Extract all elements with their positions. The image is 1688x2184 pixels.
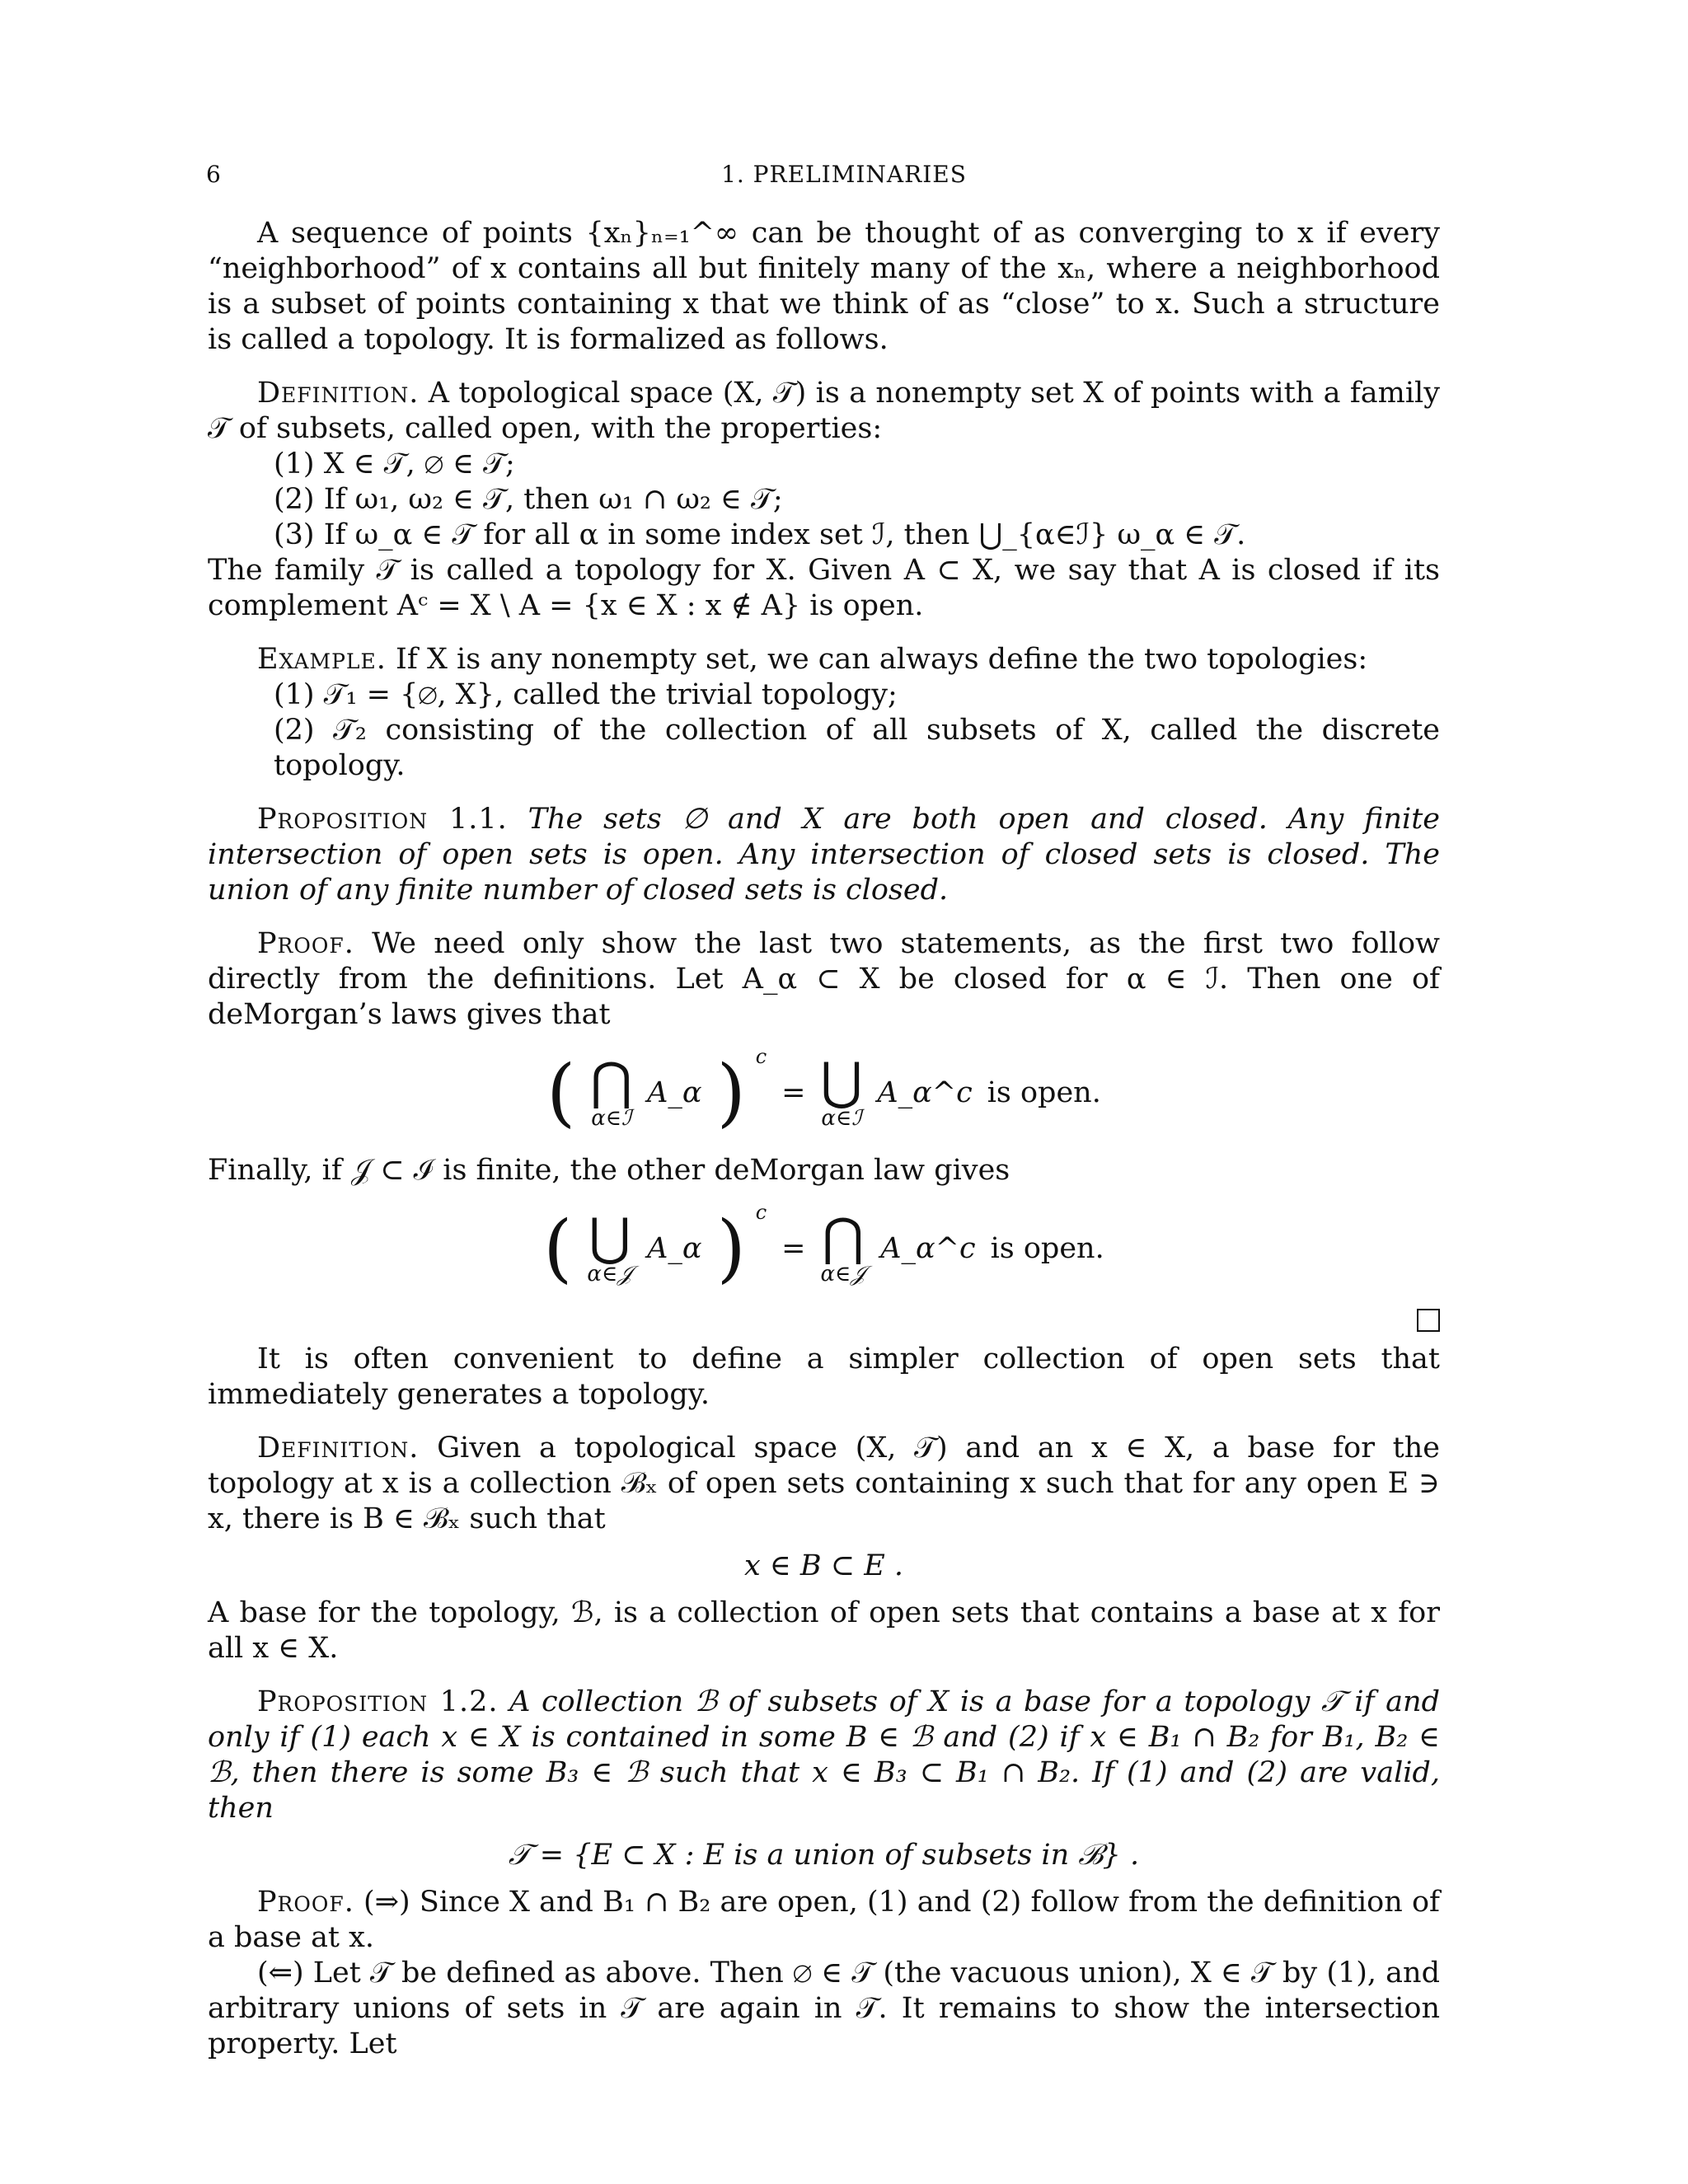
proof-2-paragraph (208, 1885, 1440, 1956)
closed-set-definition: The family 𝒯 is called a topology for X. Given A ⊂ X, we say that A is closed if its complement Aᶜ = X \ A = {x ∈ X : x ∉ A} is open. (208, 554, 1440, 622)
proof-text: (⇒) Since X and B₁ ∩ B₂ are open, (1) and (2) follow from the definition of a base at x. (208, 1886, 1440, 1954)
qed-square-icon (1417, 1309, 1440, 1332)
base-display-formula: x ∈ B ⊂ E . (744, 1549, 903, 1582)
left-paren: ( (546, 1049, 576, 1136)
list-item: (2) 𝒯₂ consisting of the collection of all subsets of X, called the discrete topology. (274, 714, 1440, 782)
definition-text: Given a topological space (X, 𝒯) and an x ∈ X, a base for the topology at x is a collection ℬₓ of open sets containing x such that for any open E ∋ x, there is B ∈ ℬₓ such that (208, 1432, 1440, 1535)
running-head (0, 161, 1688, 194)
intersection-operator (590, 1051, 633, 1131)
proof-text: We need only show the last two statements, as the first two follow directly from the definitions. Let A_α ⊂ X be closed for α ∈ ℐ. Then one of deMorgan’s laws gives that (208, 927, 1440, 1031)
big-operator: ⋂ (822, 1207, 865, 1267)
proposition-label: Proposition 1.1. (257, 803, 508, 836)
proof-label: Proof. (257, 1886, 354, 1919)
equals-sign: = (781, 1231, 806, 1265)
proof-2-continuation: (⇐) Let 𝒯 be defined as above. Then ∅ ∈ 𝒯 (the vacuous union), X ∈ 𝒯 by (1), and arbitrary unions of sets in 𝒯 are again in 𝒯. It remains to show the intersection property. Let (208, 1957, 1440, 2060)
complement-superscript: c (755, 1044, 767, 1068)
chapter-title: 1. PRELIMINARIES (721, 161, 967, 188)
proof-1-paragraph (208, 926, 1440, 1033)
proposition-text: The sets ∅ and X are both open and closed. Any finite intersection of open sets is open. Any intersection of closed sets is closed. The union of any finite number of closed sets is closed. (208, 803, 1440, 907)
formula-term: A_α^c (880, 1231, 976, 1265)
definition-base (208, 1431, 1440, 1537)
proposition-1-2 (208, 1685, 1440, 1826)
operator-index: α∈𝒥 (587, 1262, 633, 1286)
big-operator: ⋃ (588, 1207, 631, 1267)
right-paren: ) (716, 1049, 746, 1136)
formula-tail: is open. (987, 1076, 1101, 1109)
definition-text: A topological space (X, 𝒯) is a nonempty set X of points with a family 𝒯 of subsets, called open, with the properties: (208, 377, 1440, 445)
formula-term: A_α (647, 1076, 702, 1109)
proof-label: Proof. (257, 927, 354, 960)
union-operator (587, 1207, 633, 1286)
intro-paragraph: A sequence of points {xₙ}ₙ₌₁^∞ can be thought of as converging to x if every “neighborhood” of x contains all but finitely many of the xₙ, where a neighborhood is a subset of points containing x that we think of as “close” to x. Such a structure is called a topology. It is formalized as follows. (208, 217, 1440, 356)
big-operator: ⋃ (820, 1051, 863, 1111)
page-body (208, 216, 1440, 2080)
list-item: (3) If ω_α ∈ 𝒯 for all α in some index set ℐ, then ⋃_{α∈ℐ} ω_α ∈ 𝒯. (274, 518, 1246, 551)
right-paren: ) (716, 1205, 746, 1291)
topology-axioms-list (208, 447, 1440, 553)
operator-index: α∈ℐ (821, 1106, 862, 1131)
complement-superscript: c (755, 1200, 767, 1224)
operator-index: α∈𝒥 (820, 1262, 866, 1286)
example-paragraph (208, 642, 1440, 677)
formula-term: A_α (647, 1231, 702, 1265)
simpler-collection-paragraph: It is often convenient to define a simpler collection of open sets that immediately generates a topology. (208, 1343, 1440, 1411)
definition-label: Definition. (257, 1432, 420, 1465)
list-item: (1) X ∈ 𝒯, ∅ ∈ 𝒯; (274, 448, 515, 480)
example-label: Example. (257, 643, 387, 676)
equals-sign: = (781, 1076, 806, 1109)
union-operator (820, 1051, 863, 1131)
left-paren: ( (543, 1205, 573, 1291)
definition-label: Definition. (257, 377, 420, 410)
demorgan-formula-2 (208, 1195, 1440, 1302)
formula-tail: is open. (990, 1231, 1104, 1265)
demorgan-formula-1 (208, 1039, 1440, 1146)
qed-row (208, 1309, 1440, 1342)
proposition-1-1 (208, 802, 1440, 908)
operator-index: α∈ℐ (591, 1106, 632, 1131)
example-text: If X is any nonempty set, we can always define the two topologies: (396, 643, 1368, 676)
list-item: (1) 𝒯₁ = {∅, X}, called the trivial topology; (274, 678, 898, 711)
proposition-text: A collection ℬ of subsets of X is a base for a topology 𝒯 if and only if (1) each x ∈ X is contained in some B ∈ ℬ and (2) if x ∈ B₁ ∩ B₂ for B₁, B₂ ∈ ℬ, then there is some B₃ ∈ ℬ such that x ∈ B₃ ⊂ B₁ ∩ B₂. If (1) and (2) are valid, then (208, 1685, 1440, 1825)
page-number: 6 (206, 161, 221, 188)
proof-middle-text: Finally, if 𝒥 ⊂ ℐ is finite, the other deMorgan law gives (208, 1154, 1010, 1187)
definition-topological-space (208, 376, 1440, 447)
list-item: (2) If ω₁, ω₂ ∈ 𝒯, then ω₁ ∩ ω₂ ∈ 𝒯; (274, 483, 783, 516)
formula-term: A_α^c (877, 1076, 973, 1109)
base-for-topology-text: A base for the topology, ℬ, is a collection of open sets that contains a base at x for all x ∈ X. (208, 1596, 1440, 1665)
intersection-operator (820, 1207, 866, 1286)
proposition-label: Proposition 1.2. (257, 1685, 499, 1718)
example-list (208, 677, 1440, 784)
topology-display-formula: 𝒯 = {E ⊂ X : E is a union of subsets in ℬ} . (508, 1839, 1140, 1872)
big-operator: ⋂ (590, 1051, 633, 1111)
